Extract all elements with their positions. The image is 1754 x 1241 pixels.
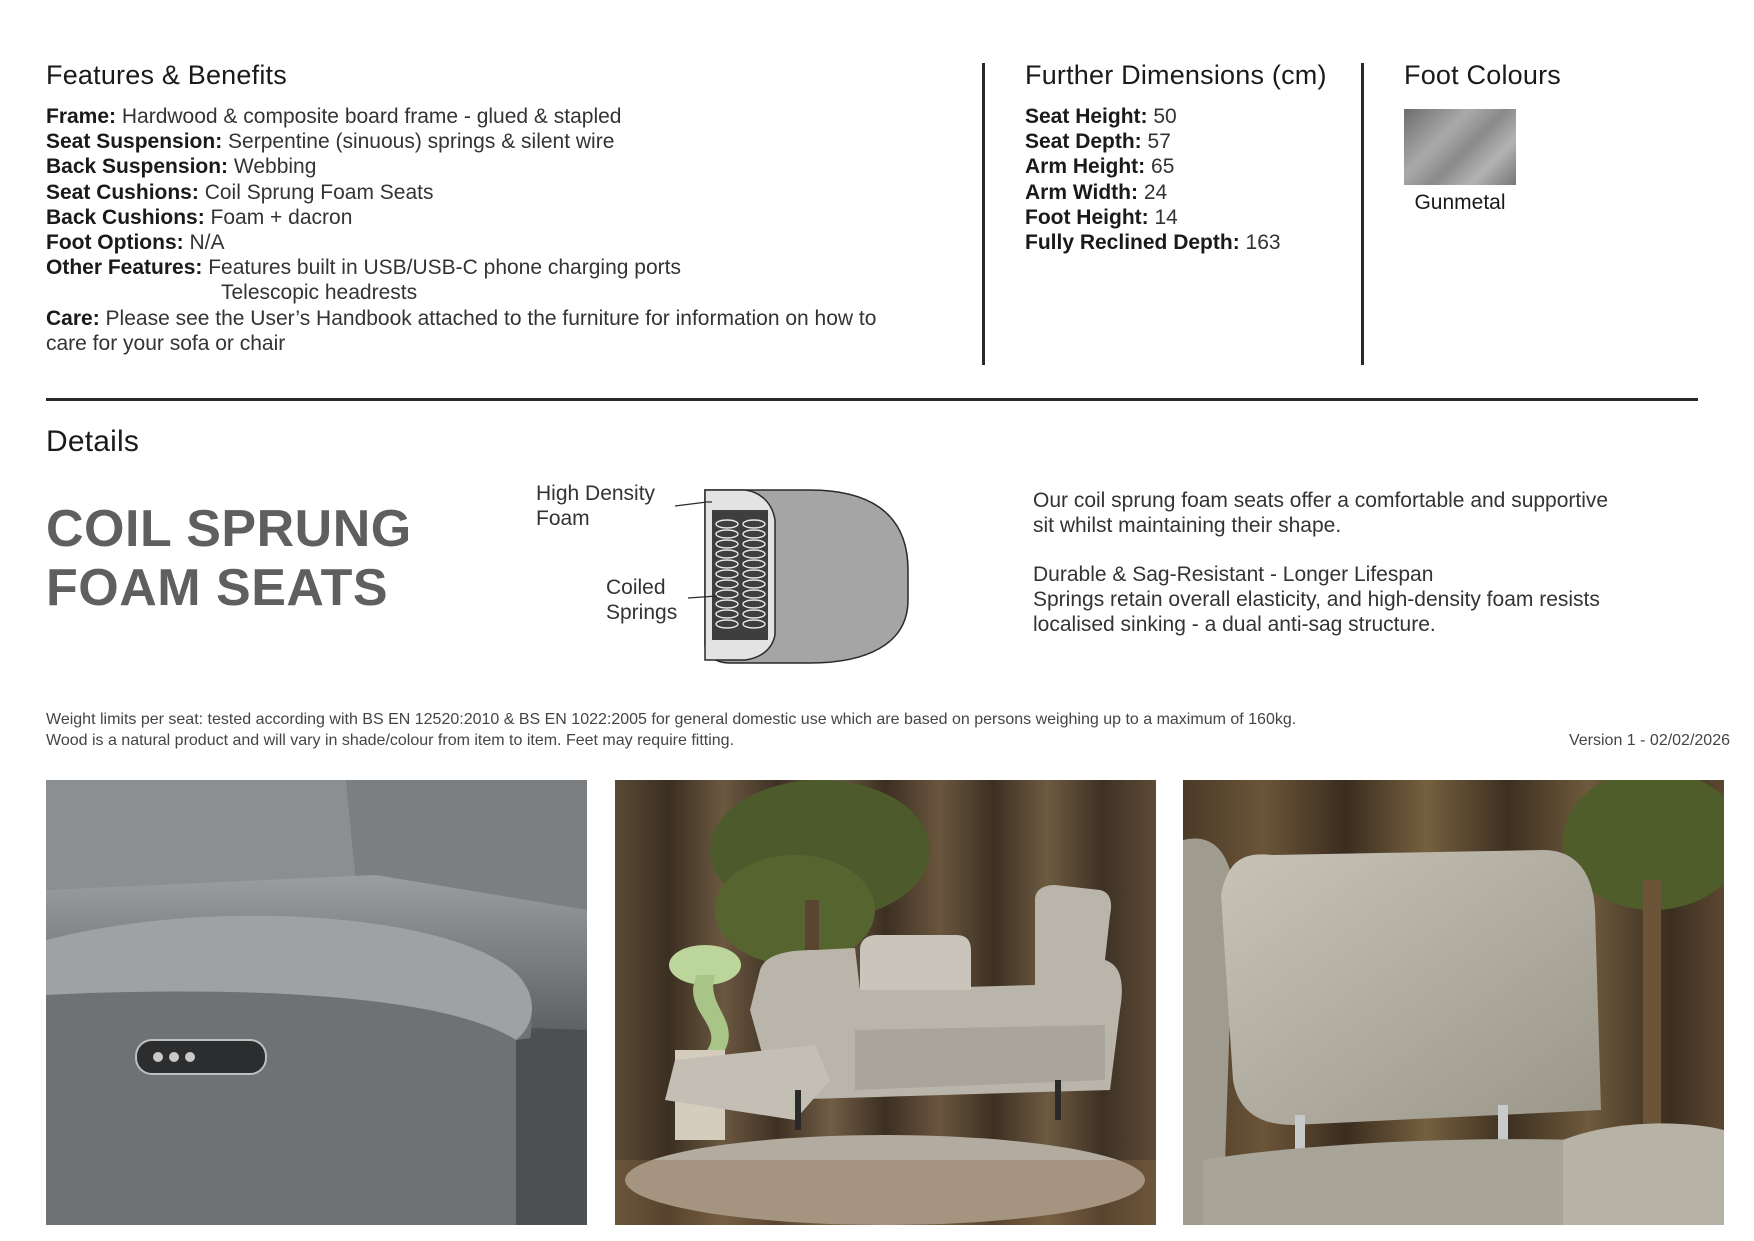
feature-row-back-cushions [46,205,876,230]
feature-row-other-features-2: Telescopic headrests [221,281,418,305]
feature-label: Other Features: [46,256,203,280]
dimensions-heading: Further Dimensions (cm) [1025,60,1327,90]
column-divider [982,63,985,365]
feature-value: Please see the User’s Handbook attached to the furniture for information on how to [105,306,877,330]
features-heading: Features & Benefits [46,60,287,90]
feature-label: Foot Options: [46,231,184,255]
feature-row-care-2: care for your sofa or chair [46,331,286,355]
gunmetal-swatch [1404,109,1516,185]
feature-row-seat-cushions [46,180,876,205]
feature-label: Care: [46,306,100,330]
details-title-line1: COIL SPRUNG [46,500,412,558]
dimension-row-reclined-depth [1025,230,1281,255]
dimension-value: 14 [1154,205,1178,229]
feature-value: Coil Sprung Foam Seats [204,180,434,204]
details-heading: Details [46,425,140,458]
springs-label-line2: Springs [606,601,678,624]
details-description [1033,488,1608,637]
springs-label-line1: Coiled [606,576,666,599]
details-title [46,500,412,618]
dimension-label: Arm Width: [1025,180,1138,204]
feature-row-frame [46,104,876,129]
feature-row-care [46,306,876,331]
feature-value: Hardwood & composite board frame - glued & stapled [121,105,622,128]
dimensions-list [1025,104,1281,255]
feature-value: Features built in USB/USB-C phone charging ports [208,256,681,280]
details-title-line2: FOAM SEATS [46,559,389,617]
desc-line: sit whilst maintaining their shape. [1033,514,1342,537]
dimension-label: Arm Height: [1025,155,1146,179]
dimension-row-foot-height [1025,205,1281,230]
feature-row-foot-options [46,230,876,255]
features-list [46,104,876,356]
dimension-label: Seat Height: [1025,105,1148,128]
desc-line: localised sinking - a dual anti-sag structure. [1033,613,1436,636]
feature-label: Back Cushions: [46,205,205,229]
desc-line: Durable & Sag-Resistant - Longer Lifespan [1033,563,1434,586]
dimension-value: 163 [1245,231,1281,255]
feature-label: Back Suspension: [46,155,229,179]
dimension-label: Fully Reclined Depth: [1025,231,1240,255]
dimension-row-arm-height [1025,154,1281,179]
desc-line: Our coil sprung foam seats offer a comfortable and supportive [1033,489,1609,512]
desc-line: Springs retain overall elasticity, and high-density foam resists [1033,588,1600,611]
feature-row-seat-suspension [46,129,876,154]
dimension-row-arm-width [1025,180,1281,205]
headrest-closeup-photo [1183,780,1724,1225]
dimension-label: Foot Height: [1025,205,1149,229]
reclined-sofa-photo [615,780,1156,1225]
dimension-row-seat-height [1025,104,1281,129]
weight-limit-note: Weight limits per seat: tested according with BS EN 12520:2010 & BS EN 1022:2005 for general domestic use which are based on persons weighing up to a maximum of 160kg. [46,711,1297,728]
dimension-label: Seat Depth: [1025,130,1142,154]
dimension-value: 65 [1151,155,1175,179]
feature-label: Seat Cushions: [46,180,199,204]
feature-label: Seat Suspension: [46,130,223,154]
dimension-value: 50 [1153,105,1177,128]
feature-row-other-features [46,255,876,280]
wood-note: Wood is a natural product and will vary in shade/colour from item to item. Feet may require fitting. [46,732,735,749]
feature-value: Serpentine (sinuous) springs & silent wire [228,130,615,154]
foam-label [536,481,655,531]
feature-value: Webbing [233,155,317,179]
foot-colours-heading: Foot Colours [1404,60,1561,90]
feature-label: Frame: [46,105,117,128]
feature-value: Foam + dacron [210,205,353,229]
feature-row-back-suspension [46,154,876,179]
swatch-label: Gunmetal [1414,191,1506,214]
feature-value: N/A [189,231,225,255]
section-divider [46,398,1698,401]
foam-label-line1: High Density [536,482,656,505]
column-divider [1361,63,1364,365]
dimension-value: 57 [1147,130,1171,154]
dimension-row-seat-depth [1025,129,1281,154]
seat-cross-section-diagram [660,480,920,670]
leather-armrest-photo [46,780,587,1225]
foam-label-line2: Foam [536,507,590,530]
dimension-value: 24 [1143,180,1168,204]
version-label: Version 1 - 02/02/2026 [1568,732,1730,749]
